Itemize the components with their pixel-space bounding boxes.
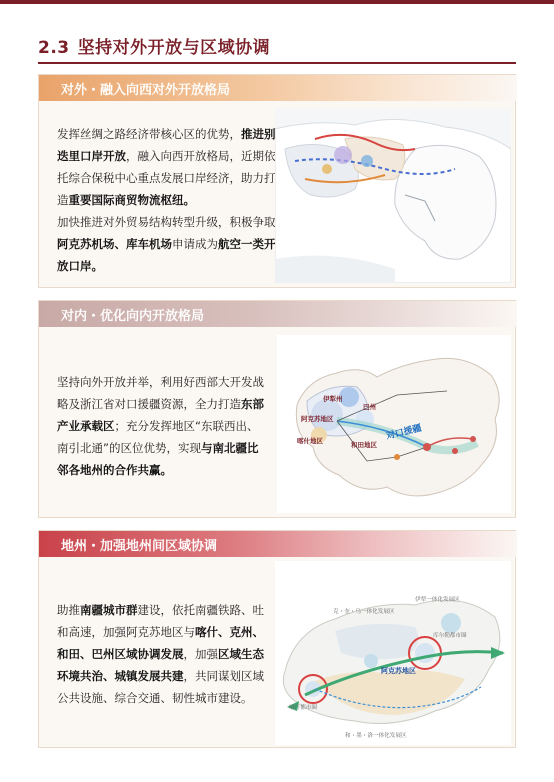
body-text: 发挥丝绸之路经济带核心区的优势，	[57, 127, 241, 141]
map-label-kku: 克・奎・乌一体化发展区	[333, 609, 395, 615]
section-external-opening	[38, 74, 516, 288]
map-label-bazhou: 巴州	[363, 403, 376, 411]
body-text: ，融入向西开放格局，近期依托综合保税中心重点发展口岸经济，助力打造	[57, 149, 276, 207]
heading-divider	[38, 62, 516, 64]
map-label-aksu: 阿克苏地区	[301, 415, 334, 423]
section-number: 2.3	[38, 38, 70, 58]
map-label-ili-zone: 伊犁一体化发展区	[415, 597, 460, 603]
body-text: ；充分发挥地区“东联西出、南引北通”的区位优势，实现	[57, 419, 259, 455]
body-text: ，共同谋划区域公共设施、综合交通、韧性城市建设。	[57, 669, 264, 705]
section-band-external: 对外・融入向西对外开放格局	[39, 75, 517, 101]
map-label-aksu-region: 阿克苏地区	[381, 667, 416, 675]
section-text-regional	[57, 599, 269, 709]
section-text-internal	[57, 371, 269, 481]
map-label-hetian: 和田地区	[351, 441, 377, 449]
map-south-xinjiang	[275, 561, 511, 745]
body-text: 加快推进对外贸易结构转型升级，积极争取	[57, 215, 276, 229]
emphasized-text: 东部产业承载区	[57, 397, 264, 433]
map-china-svg	[277, 335, 511, 513]
body-text: 建设，依托南疆铁路、吐和高速，加强阿克苏地区与	[57, 603, 264, 639]
emphasized-text: 阿克苏机场、库车机场	[57, 237, 172, 251]
map-label-kashi-metro: 喀什都市圈	[289, 705, 317, 711]
map-label-kuerle: 库尔勒都市圈	[433, 633, 467, 639]
body-text: 坚持向外开放并举，利用好西部大开发战略及浙江省对口援疆资源，全力打造	[57, 375, 264, 411]
map-label-aid: 对口援疆	[385, 423, 423, 442]
section-text-external	[57, 123, 279, 277]
body-text: ，加强	[183, 647, 218, 661]
emphasized-text: 南疆城市群	[80, 603, 138, 617]
body-text: 申请成为	[172, 237, 218, 251]
emphasized-text: 与南北疆比邻各地州的合作共赢。	[57, 441, 259, 477]
section-band-internal: 对内・优化向内开放格局	[39, 301, 517, 327]
top-accent-bar	[0, 0, 554, 4]
map-label-ili: 伊犁州	[323, 395, 343, 403]
emphasized-text: 重要国际商贸物流枢纽。	[68, 193, 195, 207]
emphasized-text: 航空一类开放口岸。	[57, 237, 276, 273]
map-internal-china	[277, 335, 511, 513]
body-text: 助推	[57, 603, 80, 617]
page-title	[38, 33, 516, 58]
map-eurasia-svg	[275, 109, 511, 283]
emphasized-text: 区域生态环境共治、城镇发展共建	[57, 647, 264, 683]
section-band-regional: 地州・加强地州间区域协调	[39, 531, 517, 557]
map-label-kashi: 喀什地区	[297, 437, 323, 445]
map-external-eurasia	[275, 109, 511, 283]
section-regional-coordination	[38, 530, 516, 748]
map-label-hkl: 和・墨・洛一体化发展区	[345, 733, 407, 739]
emphasized-text: 喀什、克州、和田、巴州区域协调发展	[57, 625, 264, 661]
emphasized-text: 推进别迭里口岸开放	[57, 127, 276, 163]
map-xinjiang-svg	[275, 561, 511, 745]
section-internal-opening	[38, 300, 516, 518]
section-title: 坚持对外开放与区域协调	[77, 38, 271, 58]
